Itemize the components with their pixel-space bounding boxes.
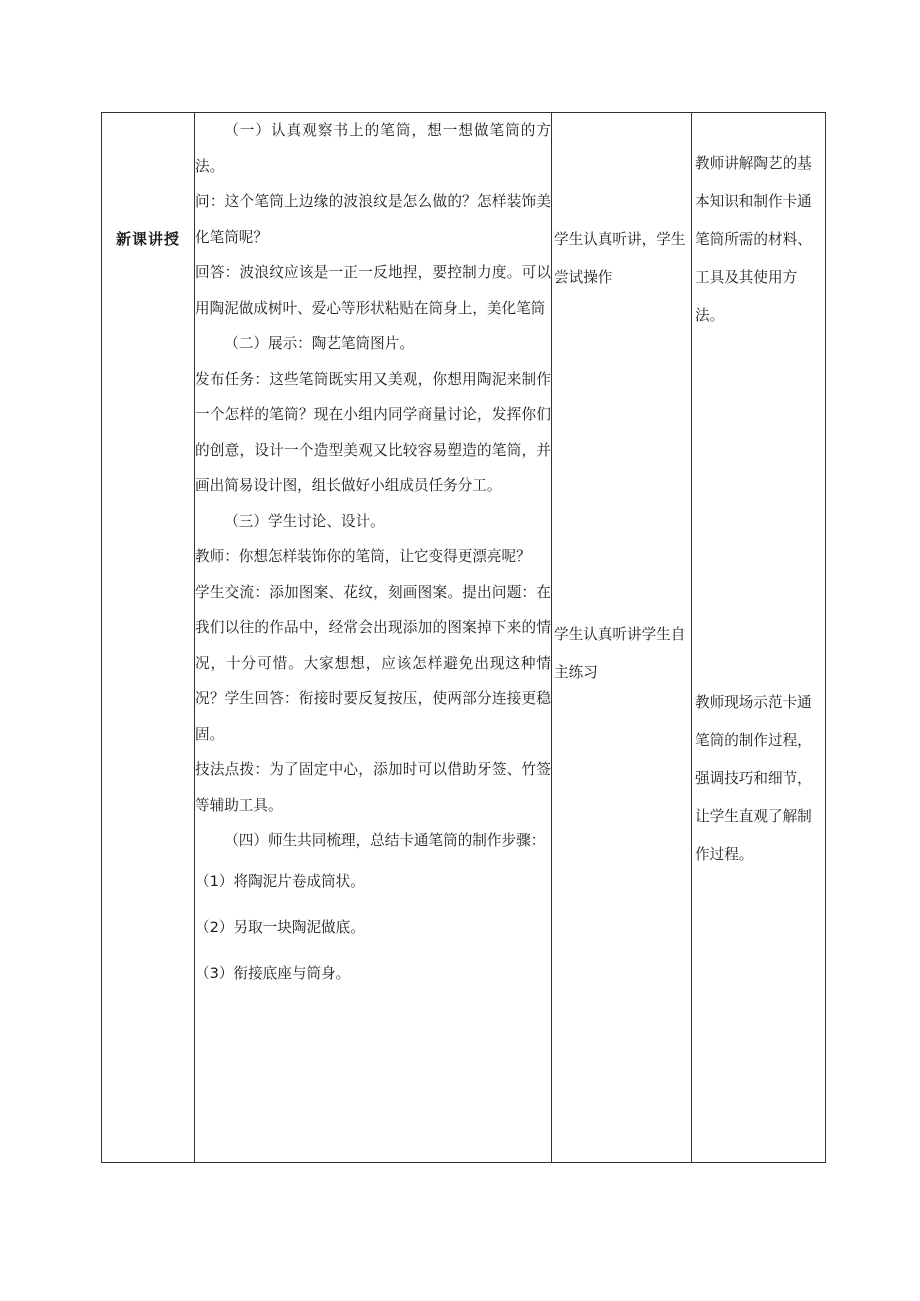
section-cell: [102, 113, 195, 1163]
content-paragraph: （四）师生共同梳理，总结卡通笔筒的制作步骤：: [224, 832, 546, 849]
student-activity-note: 学生认真听讲学生自主练习: [554, 626, 686, 681]
content-paragraph: （三）学生讨论、设计。: [224, 512, 385, 530]
step-item: （2）另取一块陶泥做底。: [195, 918, 365, 936]
content-cell: [195, 113, 552, 1163]
content-paragraph: 学生交流：添加图案、花纹，刻画图案。提出问题：在我们以往的作品中，经常会出现添加的图案掉下来的情况，十分可惜。大家想想，应该怎样避免出现这种情况？学生回答：衔接时要反复按压，使两部分连接更稳固。: [195, 583, 551, 743]
table-row: [102, 113, 826, 1163]
content-paragraph: 技法点拨：为了固定中心，添加时可以借助牙签、竹签等辅助工具。: [195, 761, 551, 814]
teacher-note: 教师讲解陶艺的基本知识和制作卡通笔筒所需的材料、工具及其使用方法。: [695, 155, 812, 324]
teacher-note: 教师现场示范卡通笔筒的制作过程，强调技巧和细节，让学生直观了解制作过程。: [695, 694, 812, 863]
section-label: 新课讲授: [115, 230, 180, 248]
content-paragraph: （二）展示：陶艺笔筒图片。: [224, 335, 414, 352]
content-paragraph: 问：这个笔筒上边缘的波浪纹是怎么做的？怎样装饰美化笔筒呢？: [195, 193, 551, 246]
student-activity-note: 学生认真听讲，学生尝试操作: [554, 231, 686, 286]
lesson-table: [101, 112, 826, 1163]
student-activity-cell: [552, 113, 692, 1163]
content-paragraph: （一）认真观察书上的笔筒，想一想做笔筒的方法。: [195, 122, 551, 175]
step-item: （1）将陶泥片卷成筒状。: [195, 872, 365, 890]
content-paragraph: 发布任务：这些笔筒既实用又美观，你想用陶泥来制作一个怎样的笔筒？现在小组内同学商量讨论，发挥你们的创意，设计一个造型美观又比较容易塑造的笔筒，并画出简易设计图，组长做好小组成员任务分工。: [195, 370, 551, 494]
content-paragraph: 教师：你想怎样装饰你的笔筒，让它变得更漂亮呢？: [195, 548, 531, 565]
teacher-note-cell: [692, 113, 826, 1163]
step-item: （3）衔接底座与筒身。: [195, 964, 351, 982]
content-paragraph: 回答：波浪纹应该是一正一反地捏，要控制力度。可以用陶泥做成树叶、爱心等形状粘贴在筒身上，美化笔筒: [195, 264, 551, 317]
